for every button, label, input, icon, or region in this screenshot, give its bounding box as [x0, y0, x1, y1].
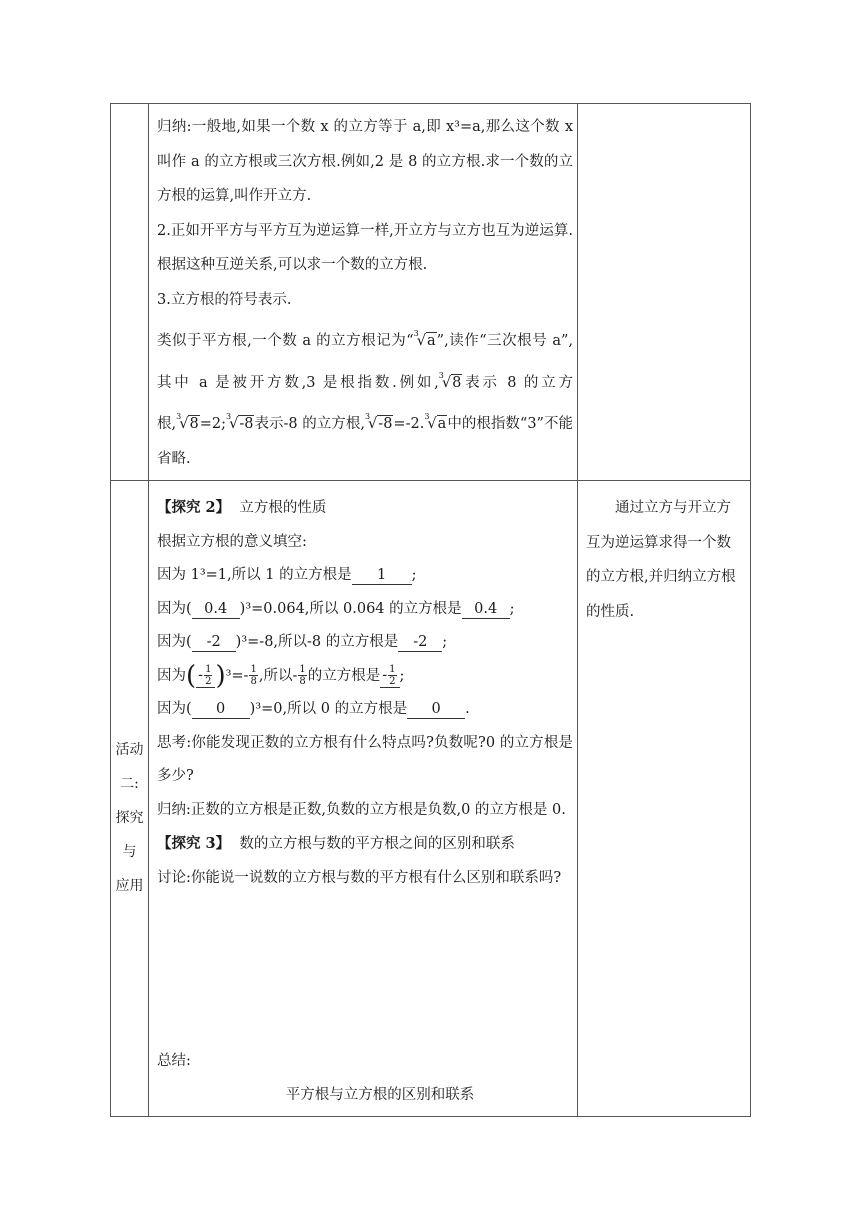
activity-label-line: 探究 [115, 810, 144, 826]
design-note: 通过立方与开立方互为逆运算求得一个数的立方根,并归纳立方根的性质. [586, 500, 736, 620]
fill-intro: 根据立方根的意义填空: [157, 533, 307, 550]
explore3-title: 数的立方根与数的平方根之间的区别和联系 [239, 836, 515, 852]
comparison-table-title: 平方根与立方根的区别和联系 [285, 1086, 475, 1103]
activity-label-line: 二: [120, 776, 139, 792]
activity-label-line: 应用 [115, 878, 144, 894]
answer-blank: - $\frac{1}{2}$ [196, 664, 215, 688]
activity-label-line: 与 [122, 844, 137, 860]
answer-blank: -2 [192, 633, 236, 652]
discussion-question: 讨论:你能说一说数的立方根与数的平方根有什么区别和联系吗? [157, 869, 562, 886]
answer-blank: 0.4 [462, 600, 510, 619]
cube-root-a-symbol: $^3$√a [424, 412, 447, 432]
explore2-heading [157, 491, 573, 526]
conclusion-label: 总结: [157, 1053, 191, 1069]
fraction-half: $\frac{1}{2}$ [389, 664, 396, 687]
fill-line-1: 因为 1³=1,所以 1 的立方根是 1 ; [157, 567, 417, 583]
right-paren: ) [215, 660, 226, 691]
summary-paragraph: 归纳:正数的立方根是正数,负数的立方根是负数,0 的立方根是 0. [157, 801, 566, 818]
answer-blank: 1 [352, 566, 412, 585]
answer-blank: -2 [398, 633, 442, 652]
answer-blank: 0 [407, 700, 465, 719]
explore3-tag: 【探究 3】 [157, 835, 231, 852]
answer-blank: 0.4 [192, 600, 240, 619]
cube-root-neg8-symbol: $^3$√-8 [364, 412, 393, 432]
fraction-eighth: $\frac{1}{8}$ [299, 664, 306, 687]
notation-heading: 3.立方根的符号表示. [157, 291, 292, 308]
design-note-cell [578, 481, 751, 1117]
lesson-document [110, 103, 750, 1117]
fraction-half: $\frac{1}{2}$ [205, 664, 212, 687]
content-cell [149, 481, 578, 1117]
fill-line-2: 因为( 0.4 )³=0.064,所以 0.064 的立方根是 0.4 ; [157, 600, 515, 617]
answer-blank: 0 [192, 700, 250, 719]
explore2-title: 立方根的性质 [239, 500, 327, 516]
writing-space [157, 895, 573, 1045]
explore2-tag: 【探究 2】 [157, 499, 231, 516]
cube-root-8-symbol: $^3$√8 [438, 370, 462, 391]
fill-line-4: 因为( - $\frac{1}{2}$ )³=- $\frac{1}{8}$ ,所以- $\frac{1}{8}$ 的立方根是 - $\frac{1}{2}$ ; [157, 660, 405, 691]
explore3-heading [157, 827, 573, 862]
think-question: 思考:你能发现正数的立方根有什么特点吗?负数呢?0 的立方根是多少? [157, 734, 573, 784]
content-cell [149, 104, 578, 481]
cube-root-neg8-symbol: $^3$√-8 [225, 412, 254, 432]
fill-line-3: 因为( -2 )³=-8,所以-8 的立方根是 -2 ; [157, 634, 448, 650]
inverse-operation-paragraph: 2.正如开平方与平方互为逆运算一样,开立方与立方也互为逆运算.根据这种互逆关系,可以求一个数的立方根. [157, 222, 573, 273]
activity-label-line: 活动 [115, 742, 144, 758]
fill-line-5: 因为( 0 )³=0,所以 0 的立方根是 0 . [157, 701, 470, 717]
lesson-table [110, 103, 751, 1117]
definition-paragraph: 归纳:一般地,如果一个数 x 的立方等于 a,即 x³=a,那么这个数 x 叫作 a 的立方根或三次方根.例如,2 是 8 的立方根.求一个数的立方根的运算,叫作开立方. [157, 119, 573, 204]
fraction-eighth: $\frac{1}{8}$ [250, 664, 257, 687]
left-paren: ( [186, 660, 197, 691]
activity-label-cell [111, 481, 149, 1117]
notation-paragraph: 类似于平方根,一个数 a 的立方根记为“$^3$√a”,读作“三次根号 a”,其中 a 是被开方数,3 是根指数.例如,$^3$√8表示 8 的立方根,$^3$√8=2;$^3$√-8表示-8 的立方根,$^3$√-8=-2.$^3$√a中的根指数“3”不能省略. [157, 329, 574, 467]
cube-root-8-symbol: $^3$√8 [176, 412, 199, 432]
table-row-concept [111, 104, 751, 481]
activity-cell-empty [111, 104, 149, 481]
cube-root-a-symbol: $^3$√a [413, 329, 436, 349]
note-cell-empty [578, 104, 751, 481]
table-row-explore [111, 481, 751, 1117]
answer-blank: - $\frac{1}{2}$ [380, 664, 399, 688]
